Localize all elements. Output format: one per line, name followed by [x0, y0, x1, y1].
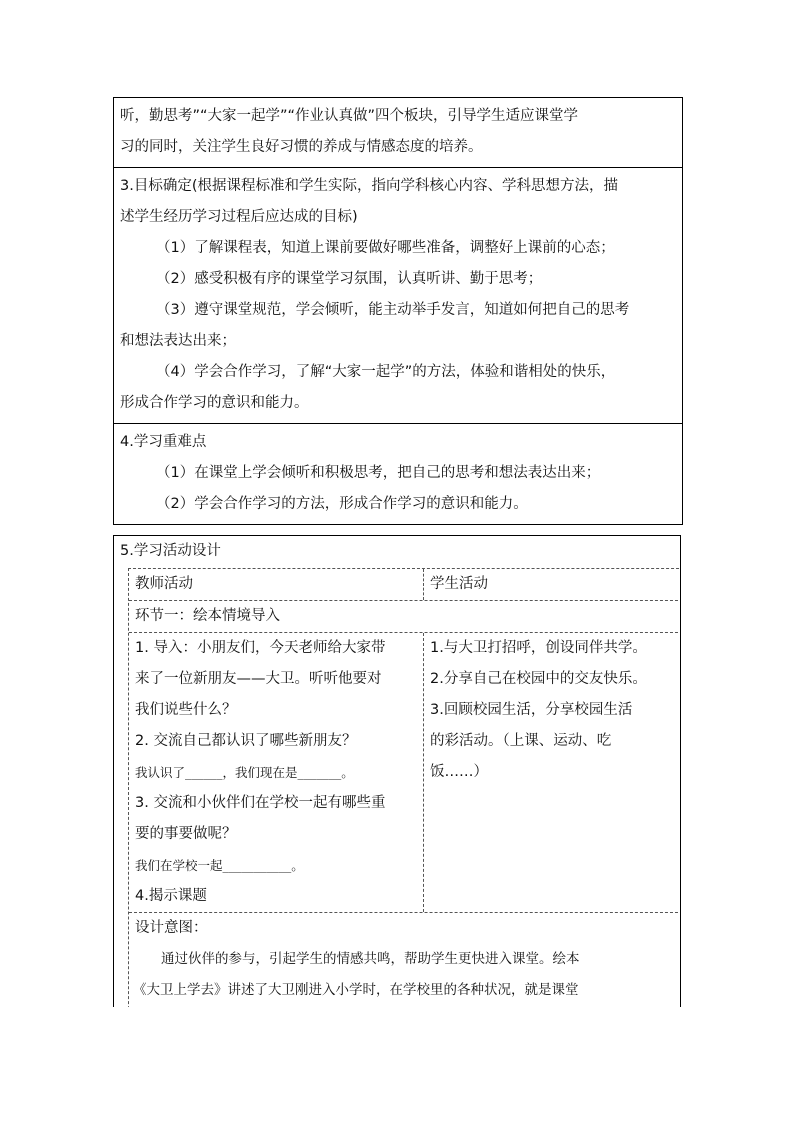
- keypoint-item: （2）学会合作学习的方法，形成合作学习的意识和能力。: [156, 496, 528, 512]
- goal-item: （3）遵守课堂规范，学会倾听，能主动举手发言，知道如何把自己的思考: [156, 302, 630, 318]
- teacher-line: 1. 导入：小朋友们，今天老师给大家带: [135, 640, 386, 656]
- teacher-line: 要的事要做呢？: [135, 826, 237, 842]
- goal-item: 和想法表达出来；: [120, 333, 236, 349]
- content-analysis-cell: [114, 98, 682, 168]
- design-intent-line: 通过伙伴的参与，引起学生的情感共鸣，帮助学生更快进入课堂。绘本: [161, 951, 580, 967]
- student-line: 3.回顾校园生活，分享校园生活: [430, 702, 633, 718]
- activity-design-title: 5.学习活动设计: [120, 543, 221, 559]
- goals-title: 3.目标确定(根据课程标准和学生实际，指向学科核心内容、学科思想方法，描: [120, 178, 618, 194]
- student-line: 饭……）: [430, 764, 488, 780]
- teacher-header: 教师活动: [129, 569, 424, 600]
- teacher-line: 4.揭示课题: [135, 888, 207, 904]
- design-intent-title: 设计意图：: [135, 920, 208, 936]
- goal-item: （1）了解课程表，知道上课前要做好哪些准备，调整好上课前的心态；: [156, 240, 615, 256]
- student-activities: [424, 633, 681, 912]
- teacher-line: 2. 交流自己都认识了哪些新朋友？: [135, 733, 357, 749]
- teacher-line: 3. 交流和小伙伴们在学校一起有哪些重: [135, 795, 386, 811]
- keypoint-item: （1）在课堂上学会倾听和积极思考，把自己的思考和想法表达出来；: [156, 465, 601, 481]
- student-line: 的彩活动。（上课、运动、吃: [430, 733, 612, 749]
- design-intent: [129, 913, 681, 1007]
- goals-cell: [114, 168, 682, 424]
- segment-title: 环节一：绘本情境导入: [129, 601, 681, 633]
- activity-design-table: [113, 535, 681, 1007]
- student-line: 1.与大卫打招呼，创设同伴共学。: [430, 640, 647, 656]
- keypoints-title: 4.学习重难点: [120, 434, 207, 450]
- activity-inner-table: [128, 568, 681, 1007]
- student-header: 学生活动: [430, 576, 488, 592]
- fill-in-sentence: 我认识了______，我们现在是_______。: [135, 765, 354, 780]
- activity-row: [129, 633, 681, 913]
- goal-item: 形成合作学习的意识和能力。: [120, 395, 309, 411]
- goals-title: 述学生经历学习过程后应达成的目标): [120, 209, 358, 225]
- goal-item: （4）学会合作学习，了解“大家一起学”的方法，体验和谐相处的快乐，: [156, 364, 616, 380]
- design-intent-line: 《大卫上学去》讲述了大卫刚进入小学时，在学校里的各种状况，就是课堂: [133, 982, 579, 998]
- fill-in-sentence: 我们在学校一起___________。: [135, 858, 304, 873]
- student-line: 2.分享自己在校园中的交友快乐。: [430, 671, 647, 687]
- text-line: 听，勤思考”“大家一起学”“作业认真做”四个板块，引导学生适应课堂学: [120, 108, 579, 124]
- header-row: [129, 569, 681, 601]
- plan-table-top: [113, 97, 683, 525]
- teacher-line: 我们说些什么？: [135, 702, 237, 718]
- goal-item: （2）感受积极有序的课堂学习氛围，认真听讲、勤于思考；: [156, 271, 543, 287]
- teacher-activities: [129, 633, 424, 912]
- teacher-line: 来了一位新朋友——大卫。听听他要对: [135, 671, 382, 687]
- text-line: 习的同时，关注学生良好习惯的养成与情感态度的培养。: [120, 139, 483, 155]
- keypoints-cell: [114, 424, 682, 524]
